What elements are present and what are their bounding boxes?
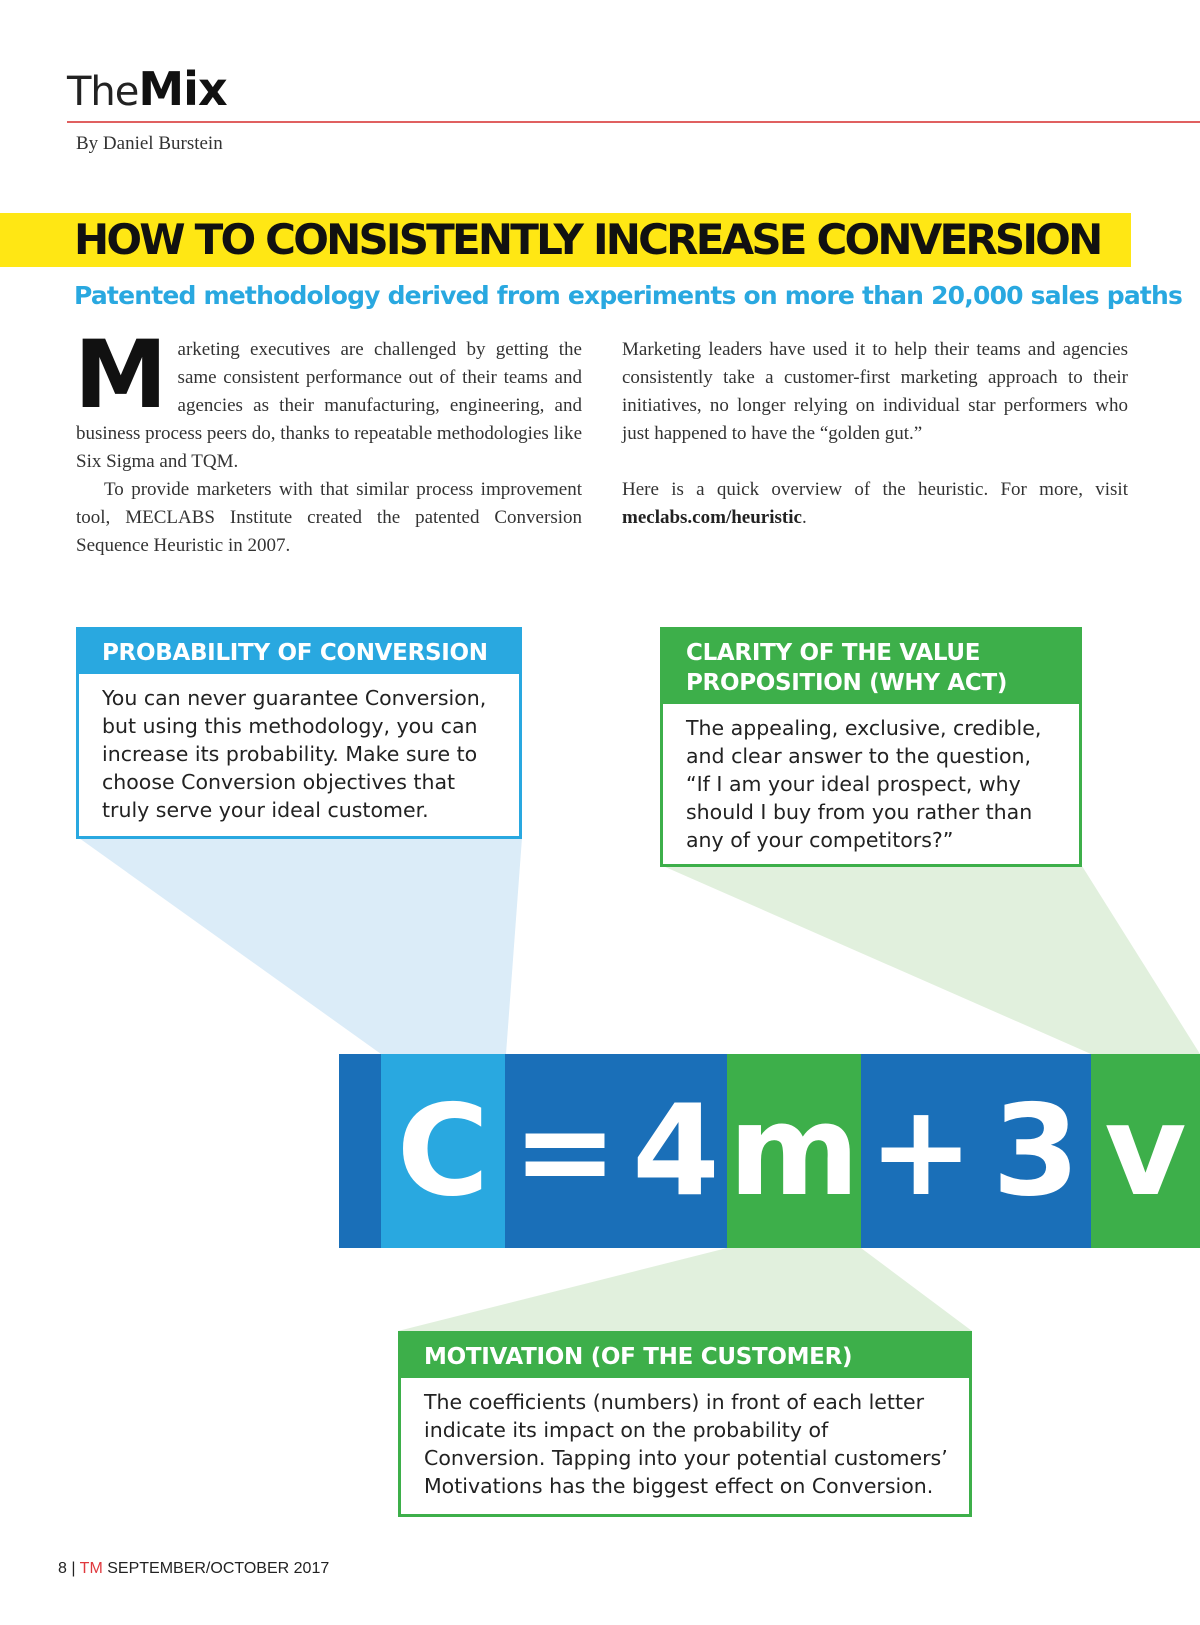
- paragraph-2: To provide marketers with that similar process improvement tool, MECLABS Institute created the patented Conversion Sequence Heuristic in 2007.: [76, 479, 582, 556]
- dropcap: M: [74, 321, 168, 430]
- formula-c: C: [396, 1077, 490, 1224]
- probability-connector: [79, 838, 522, 1054]
- issue-date: SEPTEMBER/OCTOBER 2017: [107, 1560, 330, 1577]
- formula-coefficient-4: 4: [632, 1077, 720, 1224]
- page-number: 8: [58, 1560, 67, 1577]
- paragraph-1: arketing executives are challenged by getting the same consistent performance out of their teams and agencies as their manufacturing, engineering, and business process peers do, thanks to repeatable methodologies like Six Sigma and TQM.: [76, 339, 583, 472]
- paragraph-4-text: Here is a quick overview of the heuristic. For more, visit: [622, 479, 1128, 500]
- section-header: [67, 62, 227, 116]
- clarity-box: [660, 627, 1082, 867]
- formula-plus: +: [868, 1077, 974, 1224]
- footer-separator: |: [71, 1560, 76, 1577]
- motivation-box: [398, 1331, 972, 1517]
- formula-m: m: [728, 1077, 860, 1224]
- article-column-left: [74, 321, 583, 560]
- probability-box: [76, 627, 522, 839]
- motivation-box-body: The coefficients (numbers) in front of each letter indicate its impact on the probability of Conversion. Tapping into your potential customers’ Motivations has the biggest effect on Conversion.: [424, 1390, 948, 1498]
- clarity-box-body: The appealing, exclusive, credible, and clear answer to the question, “If I am your ideal prospect, why should I buy from you rather than any of your competitors?”: [686, 716, 1042, 852]
- probability-box-title: PROBABILITY OF CONVERSION: [79, 630, 519, 674]
- clarity-box-title: CLARITY OF THE VALUE PROPOSITION (WHY ACT): [663, 630, 1079, 704]
- article-column-right: [622, 336, 1128, 532]
- formula-coefficient-3: 3: [992, 1077, 1080, 1224]
- headline: HOW TO CONSISTENTLY INCREASE CONVERSION: [74, 215, 1101, 264]
- formula-bar: [339, 1054, 1200, 1248]
- paragraph-3: Marketing leaders have used it to help their teams and agencies consistently take a customer-first marketing approach to their initiatives, no longer relying on individual star performers who just happened to have the “golden gut.”: [622, 339, 1128, 444]
- formula-v: v: [1104, 1077, 1187, 1224]
- probability-box-body: You can never guarantee Conversion, but using this methodology, you can increase its probability. Make sure to choose Conversion objectives that truly serve your ideal customer.: [102, 686, 487, 822]
- paragraph-4: Here is a quick overview of the heuristic. For more, visit meclabs.com/heuristic.: [622, 479, 1128, 528]
- formula-equals: =: [512, 1077, 618, 1224]
- section-name: Mix: [138, 62, 227, 116]
- motivation-connector: [398, 1248, 972, 1331]
- section-prefix: The: [67, 69, 139, 115]
- motivation-box-title: MOTIVATION (OF THE CUSTOMER): [401, 1334, 969, 1378]
- byline: By Daniel Burstein: [76, 133, 223, 154]
- subheadline: Patented methodology derived from experiments on more than 20,000 sales paths: [74, 281, 1183, 310]
- header-rule: [67, 121, 1200, 123]
- magazine-name: TM: [79, 1560, 103, 1577]
- page-footer: [58, 1560, 329, 1578]
- heuristic-link[interactable]: meclabs.com/heuristic: [622, 507, 802, 528]
- clarity-connector: [663, 866, 1200, 1054]
